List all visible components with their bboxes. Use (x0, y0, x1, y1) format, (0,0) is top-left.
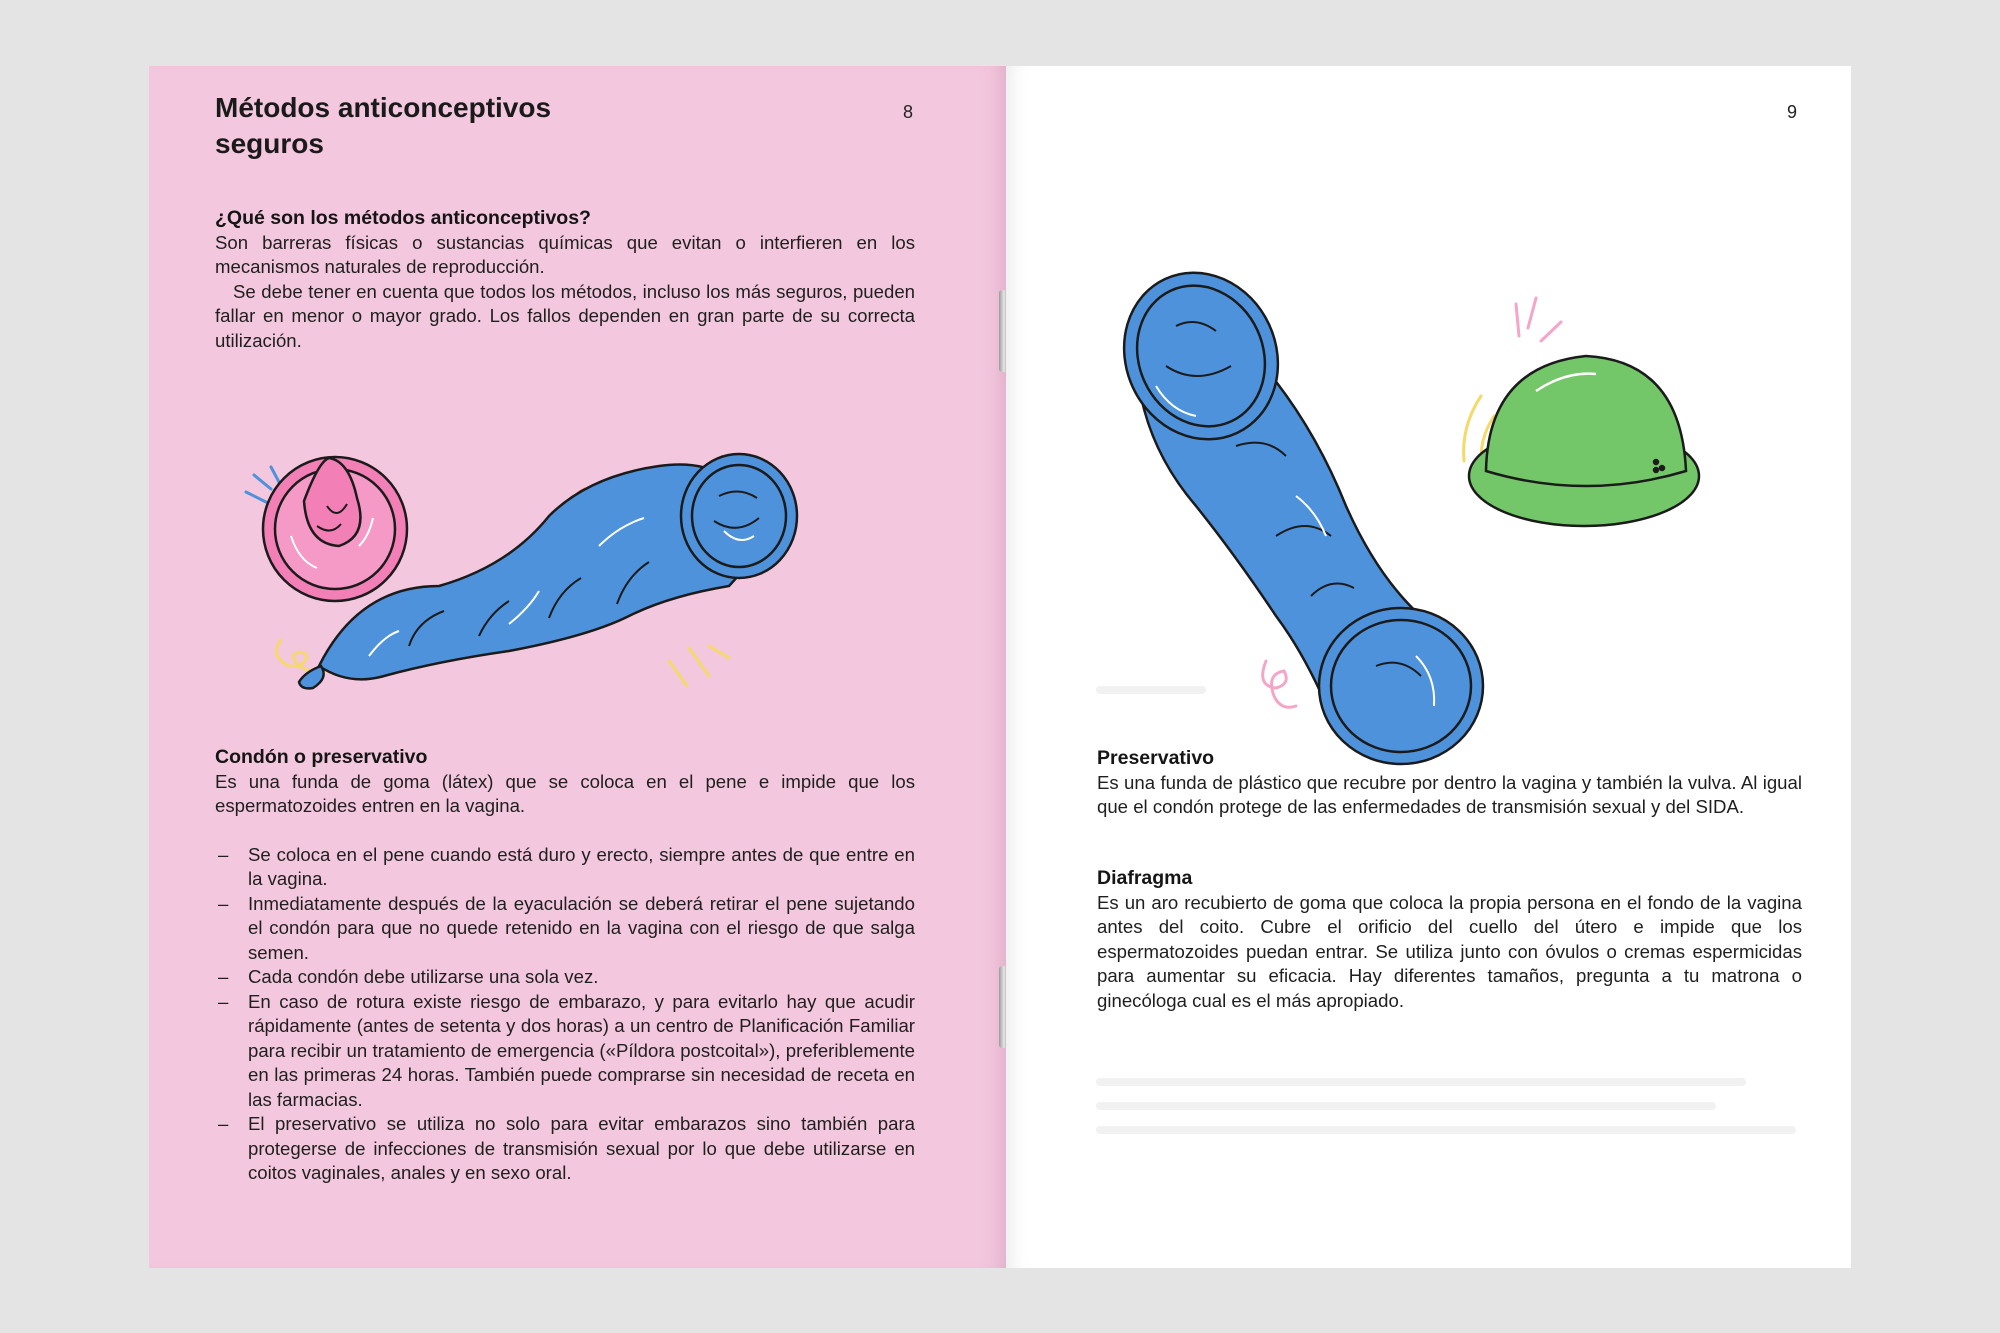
section-heading: Diafragma (1097, 867, 1193, 889)
paragraph: Son barreras físicas o sustancias químicas que evitan o interfieren en los mecanismos naturales de reproducción. (215, 231, 915, 277)
show-through-text (1096, 1102, 1716, 1110)
paragraph: Es un aro recubierto de goma que coloca la propia persona en el fondo de la vagina antes del coito. Cubre el orificio del cuello del útero e impide que los espermatozoides puedan entrar. Se utiliza junto con óvulos o cremas espermicidas para aumentar su eficacia. Hay diferentes tamaños, pregunta a tu matrona o ginecóloga cual es el más apropiado. (1097, 891, 1802, 1011)
list-item: – El preservativo se utiliza no solo para evitar embarazos sino también para protegerse de infecciones de transmisión sexual por lo que debe utilizarse en coitos vaginales, anales y en sexo oral. (215, 1112, 915, 1186)
section-heading: ¿Qué son los métodos anticonceptivos? (215, 207, 591, 229)
condom-instructions-list (215, 843, 915, 1186)
title-line-1: Métodos anticonceptivos (215, 92, 552, 123)
section-diaphragm (1097, 866, 1802, 1013)
section-female-condom (1097, 746, 1802, 820)
section-condom (215, 745, 915, 1186)
sparkle-lines-icon (669, 646, 729, 686)
condom-illustration (209, 386, 889, 686)
page-title (215, 90, 735, 162)
list-item: – Se coloca en el pene cuando está duro y erecto, siempre antes de que entre en la vagina. (215, 843, 915, 892)
sparkle-lines-icon (1516, 298, 1561, 341)
page-number-left: 8 (903, 102, 914, 122)
page-number-right: 9 (1787, 102, 1798, 122)
list-item: – Inmediatamente después de la eyaculación se deberá retirar el pene sujetando el condón para que no quede retenido en la vagina con el riesgo de que salga semen. (215, 892, 915, 966)
female-condom-diaphragm-illustration (1116, 216, 1716, 776)
show-through-text (1096, 1126, 1796, 1134)
paragraph: Es una funda de plástico que recubre por dentro la vagina y también la vulva. Al igual que el condón protege de las enfermedades de transmisión sexual y del SIDA. (1097, 771, 1802, 817)
right-page (1006, 66, 1851, 1268)
show-through-text (1096, 686, 1206, 694)
title-line-2: seguros (215, 128, 324, 159)
green-diaphragm-icon (1469, 356, 1699, 526)
pink-condom-icon (263, 457, 407, 601)
list-item: – En caso de rotura existe riesgo de embarazo, y para evitarlo hay que acudir rápidamente (antes de setenta y dos horas) a un centro de Planificación Familiar para recibir un tratamiento de emergencia («Píldora postcoital»), preferiblemente en las primeras 24 horas. También puede comprarse sin necesidad de receta en las farmacias. (215, 990, 915, 1113)
squiggle-icon (1263, 661, 1296, 707)
left-page (149, 66, 1006, 1268)
list-item: – Cada condón debe utilizarse una sola vez. (215, 965, 915, 990)
show-through-text (1096, 1078, 1746, 1086)
paragraph: Se debe tener en cuenta que todos los métodos, incluso los más seguros, pueden fallar en menor o mayor grado. Los fallos dependen en gran parte de su correcta utilización. (215, 280, 915, 351)
section-heading: Condón o preservativo (215, 746, 428, 768)
paragraph: Es una funda de goma (látex) que se coloca en el pene e impide que los espermatozoides entren en la vagina. (215, 770, 915, 816)
section-what-are-contraceptives (215, 206, 915, 353)
section-heading: Preservativo (1097, 747, 1215, 769)
